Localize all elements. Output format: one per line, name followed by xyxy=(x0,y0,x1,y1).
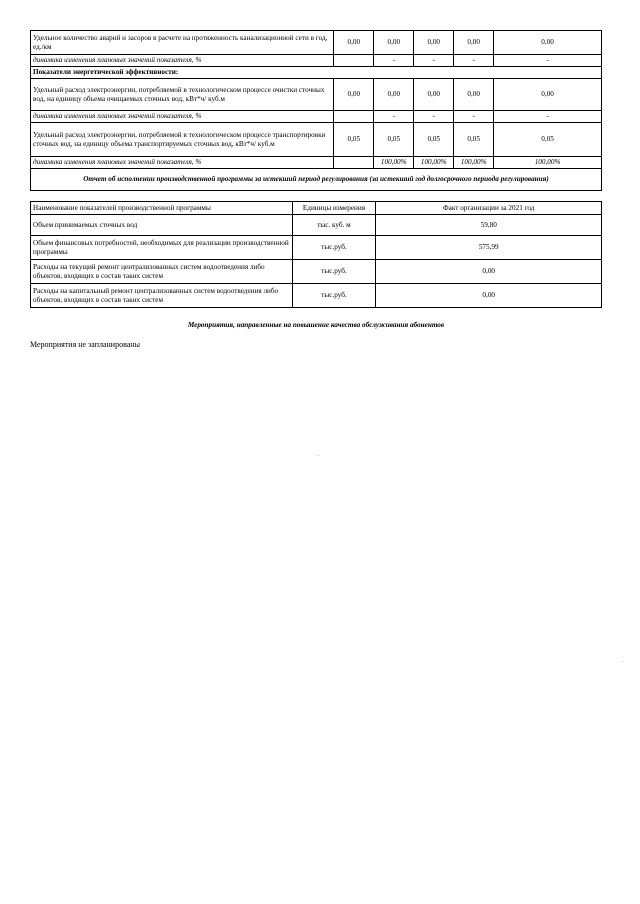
scan-speck xyxy=(622,661,623,662)
cell-value: 0,00 xyxy=(374,31,414,55)
cell-value: 100,00% xyxy=(494,157,602,169)
table-row xyxy=(31,260,602,284)
cell-value: 0,00 xyxy=(334,79,374,111)
indicator-name: Расходы на капитальный ремонт централизованных систем водоотведения либо объектов, входящих в состав таких систем xyxy=(31,284,293,308)
cell-value: 0,05 xyxy=(374,123,414,157)
cell-value: 0,00 xyxy=(414,79,454,111)
cell-value: 0,00 xyxy=(494,79,602,111)
column-header: Наименование показателей производственной программы xyxy=(31,202,293,215)
cell-value: 0,00 xyxy=(374,79,414,111)
production-program-table xyxy=(30,201,602,308)
cell-value: - xyxy=(454,111,494,123)
table-row xyxy=(31,157,602,169)
cell-value xyxy=(334,157,374,169)
cell-value: - xyxy=(414,55,454,67)
cell-value: 0,05 xyxy=(494,123,602,157)
section-row xyxy=(31,67,602,79)
cell-value: 100,00% xyxy=(374,157,414,169)
cell-value: 0,05 xyxy=(414,123,454,157)
indicator-unit: тыс.руб. xyxy=(292,260,376,284)
row-label: динамика изменения плановых значений показателя, % xyxy=(31,157,334,169)
caption-row xyxy=(31,169,602,191)
column-header: Факт организации за 2021 год xyxy=(376,202,602,215)
indicator-unit: тыс. куб. м xyxy=(292,215,376,236)
cell-value: 100,00% xyxy=(454,157,494,169)
cell-value xyxy=(334,55,374,67)
report-caption: Отчет об исполнении производственной программы за истекший период регулирования (за истекший год долгосрочного периода регулирования) xyxy=(31,169,602,191)
row-label: динамика изменения плановых значений показателя, % xyxy=(31,55,334,67)
indicator-name: Объем финансовых потребностей, необходимых для реализации производственной программы xyxy=(31,236,293,260)
table-row xyxy=(31,31,602,55)
row-label: Удельный расход электроэнергии, потребляемой в технологическом процессе очистки сточных вод, на единицу объема очищаемых сточных вод, кВт*ч/ куб.м xyxy=(31,79,334,111)
indicator-unit: тыс.руб. xyxy=(292,284,376,308)
cell-value: 0,00 xyxy=(494,31,602,55)
cell-value xyxy=(334,111,374,123)
cell-value: - xyxy=(374,111,414,123)
cell-value: - xyxy=(414,111,454,123)
cell-value: 0,00 xyxy=(414,31,454,55)
cell-value: - xyxy=(494,111,602,123)
table-header-row xyxy=(31,202,602,215)
indicators-table xyxy=(30,30,602,191)
section-title: Показатели энергетической эффективности: xyxy=(31,67,602,79)
column-header: Единицы измерения xyxy=(292,202,376,215)
indicator-value: 59,80 xyxy=(376,215,602,236)
table-row xyxy=(31,236,602,260)
table-row xyxy=(31,111,602,123)
indicator-value: 0,00 xyxy=(376,284,602,308)
cell-value: 0,05 xyxy=(454,123,494,157)
row-label: Удельный расход электроэнергии, потребляемой в технологическом процессе транспортировки сточных вод, на единицу объема транспортируемых сточных вод, кВт*ч/ куб.м xyxy=(31,123,334,157)
cell-value: - xyxy=(454,55,494,67)
table-row xyxy=(31,215,602,236)
cell-value: 0,00 xyxy=(454,79,494,111)
indicator-value: 575,99 xyxy=(376,236,602,260)
cell-value: 100,00% xyxy=(414,157,454,169)
indicator-unit: тыс.руб. xyxy=(292,236,376,260)
cell-value: - xyxy=(374,55,414,67)
table-row xyxy=(31,284,602,308)
cell-value: 0,00 xyxy=(454,31,494,55)
row-label: Удельное количество аварий и засоров в расчете на протяженность канализационной сети в год, ед./км xyxy=(31,31,334,55)
table-row xyxy=(31,55,602,67)
measures-text: Мероприятия не запланированы xyxy=(30,340,140,349)
cell-value: 0,00 xyxy=(334,31,374,55)
indicator-name: Объем принимаемых сточных вод xyxy=(31,215,293,236)
indicator-name: Расходы на текущий ремонт централизованных систем водоотведения либо объектов, входящих в состав таких систем xyxy=(31,260,293,284)
table-row xyxy=(31,79,602,111)
scan-speck xyxy=(318,455,319,456)
cell-value: 0,05 xyxy=(334,123,374,157)
table-row xyxy=(31,123,602,157)
row-label: динамика изменения плановых значений показателя, % xyxy=(31,111,334,123)
indicator-value: 0,00 xyxy=(376,260,602,284)
cell-value: - xyxy=(494,55,602,67)
measures-heading: Мероприятия, направленные на повышение качества обслуживания абонентов xyxy=(187,321,445,329)
